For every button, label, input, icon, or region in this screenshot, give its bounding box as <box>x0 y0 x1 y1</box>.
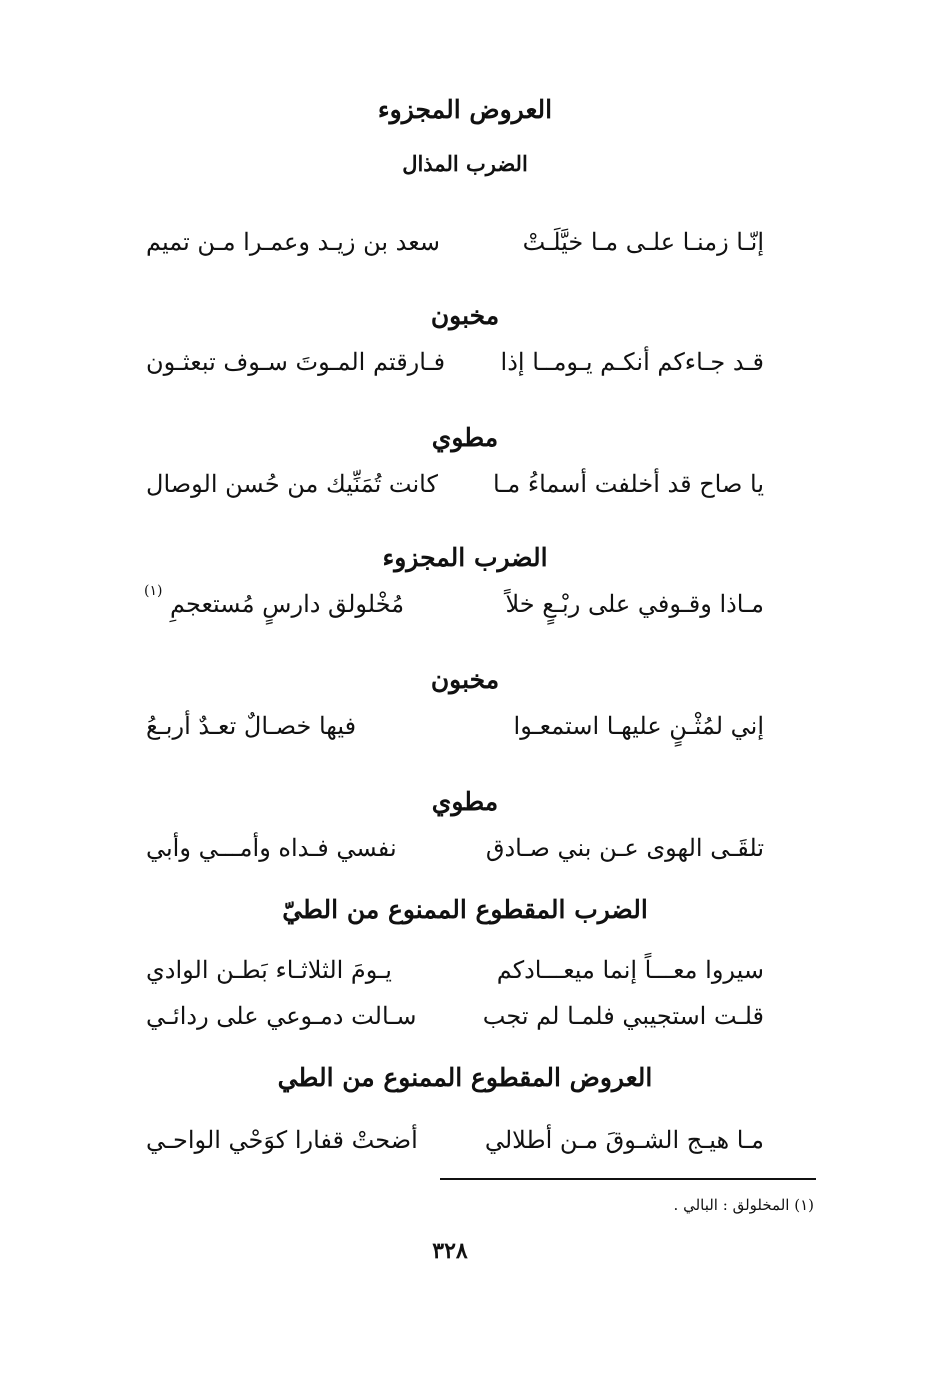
verse-second-hemistich: فـارقتم المـوتَ سـوف تبعثـون <box>146 348 446 376</box>
verse-second-hemistich: كانت تُمَنِّيك من حُسن الوصال <box>146 470 438 498</box>
footnote: (١) المخلولق : البالي . <box>673 1196 814 1214</box>
verse-second-hemistich: فيها خصـالٌ تعـدٌ أربـعُ <box>146 712 357 740</box>
verse-first-hemistich: قلـت استجيبي فلمـا لم تجب <box>482 1002 764 1030</box>
verse-line <box>140 1122 764 1158</box>
verse-first-hemistich: إنّـا زمنـا علـى مـا خيَّلَـتْ <box>522 228 764 256</box>
footnote-marker: (١) <box>144 583 163 599</box>
section-heading: الضرب المجزوء <box>382 543 548 572</box>
footnote-divider <box>440 1178 816 1180</box>
section-heading: مخبون <box>430 301 500 330</box>
verse-line <box>140 998 764 1034</box>
verse-second-hemistich: نفسي فـداه وأمـــي وأبي <box>146 834 397 862</box>
verse-first-hemistich: قـد جـاءكم أنكـم يـومــا إذا <box>500 348 764 376</box>
section-heading: الضرب المقطوع الممنوع من الطيّ <box>282 895 648 924</box>
verse-first-hemistich: مـاذا وقـوفي على ربْـعٍ خلاً <box>505 590 764 618</box>
section-heading: مطوي <box>431 787 499 816</box>
verse-first-hemistich: تلقَـى الهوى عـن بني صـادق <box>485 834 764 862</box>
section-heading: العروض المقطوع الممنوع من الطي <box>277 1063 653 1092</box>
verse-line <box>140 952 764 988</box>
verse-second-hemistich: يـومَ الثلاثـاء بَطـن الوادي <box>146 956 392 984</box>
section-heading: مطوي <box>431 423 499 452</box>
verse-second-hemistich: سعد بن زيـد وعمـرا مـن تمیم <box>146 228 440 256</box>
verse-line <box>140 344 764 380</box>
verse-second-hemistich: سـالت دمـوعي على ردائـي <box>146 1002 417 1030</box>
verse-first-hemistich: إني لمُثْـنٍ عليهـا استمعـوا <box>513 712 764 740</box>
verse-line <box>140 708 764 744</box>
verse-second-hemistich: مُخْلولق دارسٍ مُستعجمِ <box>170 590 405 618</box>
verse-line <box>140 466 764 502</box>
verse-first-hemistich: مـا هيـج الشـوقَ مـن أطلالي <box>484 1126 764 1154</box>
section-heading: مخبون <box>430 665 500 694</box>
verse-first-hemistich: يا صاح قد أخلفت أسماءُ مـا <box>493 470 764 498</box>
verse-line <box>140 224 764 260</box>
page-number: ٣٢٨ <box>432 1238 468 1264</box>
verse-line <box>140 830 764 866</box>
section-heading: الضرب المذال <box>402 151 528 176</box>
page-title: العروض المجزوء <box>377 95 553 124</box>
verse-second-hemistich: أضحتْ قفارا كوَحْي الواحـي <box>146 1126 418 1154</box>
verse-first-hemistich: سيروا معـــاً إنما ميعـــادكم <box>496 956 764 984</box>
verse-line <box>140 586 764 622</box>
